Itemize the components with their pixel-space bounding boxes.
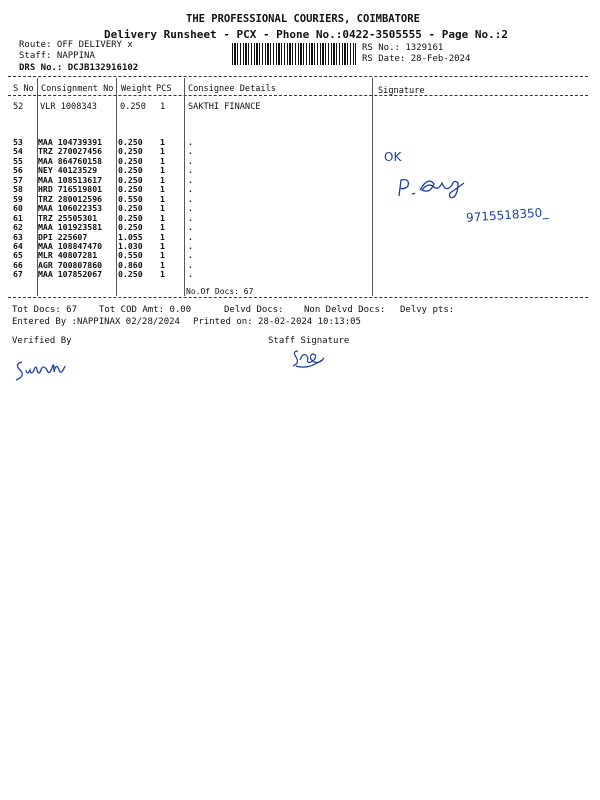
col-header-pcs: PCS <box>156 84 172 94</box>
row-sno: 56 <box>13 165 23 176</box>
row-sno: 61 <box>13 212 23 223</box>
staff-signature <box>290 346 328 370</box>
row-consignment: HRD 716519801 <box>38 184 103 195</box>
row-pcs: 1 <box>160 146 165 157</box>
row-weight: 0.550 <box>118 193 143 204</box>
row-consignee-dot: . <box>188 203 193 214</box>
row-weight: 0.250 <box>118 184 143 195</box>
col-header-weight: Weight <box>121 84 153 94</box>
row-sno: 65 <box>13 250 23 261</box>
verifier-signature <box>14 356 84 382</box>
row-sno: 67 <box>13 269 23 280</box>
row-pcs: 1 <box>160 137 165 147</box>
row-sno: 52 <box>13 102 24 112</box>
row-sno: 64 <box>13 240 23 251</box>
row-consignee-dot: . <box>188 137 193 147</box>
row-pcs: 1 <box>160 250 165 261</box>
row-weight: 0.250 <box>118 269 143 280</box>
row-consignment: MAA 104739391 <box>38 137 103 147</box>
row-consignment: MLR 40807281 <box>38 250 98 261</box>
row-consignment: MAA 108847470 <box>38 240 103 251</box>
handwritten-ok: OK <box>384 150 402 164</box>
col-header-sno: S No <box>13 84 34 94</box>
col-header-consignee: Consignee Details <box>188 84 276 94</box>
row-consignee-dot: . <box>188 222 193 233</box>
row-weight: 0.250 <box>118 146 143 157</box>
row-weight: 0.250 <box>118 203 143 214</box>
col-header-signature: Signature <box>378 86 425 96</box>
tot-docs: Tot Docs: 67 <box>12 305 78 315</box>
no-of-docs: No.Of Docs: 67 <box>186 287 254 296</box>
row-consignee-dot: . <box>188 212 193 223</box>
rs-no: RS No.: 1329161 <box>362 43 444 53</box>
row-pcs: 1 <box>160 240 165 251</box>
row-consignment: TRZ 280012596 <box>38 193 103 204</box>
row-sno: 53 <box>13 137 23 147</box>
row-consignee-dot: . <box>188 259 193 270</box>
drs-no: DRS No.: DCJB132916102 <box>19 63 139 73</box>
row-consignment: DPI 225607 <box>38 231 88 242</box>
row-consignee-dot: . <box>188 174 193 185</box>
divider <box>8 95 588 96</box>
row-weight: 0.550 <box>118 250 143 261</box>
row-pcs: 1 <box>160 269 165 280</box>
row-sno: 58 <box>13 184 23 195</box>
row-consignment: VLR 1008343 <box>40 102 97 112</box>
row-weight: 0.250 <box>120 102 146 112</box>
non-delvd-docs: Non Delvd Docs: <box>304 305 386 315</box>
row-consignment: TRZ 25505301 <box>38 212 98 223</box>
row-sno: 60 <box>13 203 23 214</box>
row-sno: 62 <box>13 222 23 233</box>
row-consignee-dot: . <box>188 269 193 280</box>
tot-cod-amt: Tot COD Amt: 0.00 <box>99 305 192 315</box>
row-weight: 1.030 <box>118 240 143 251</box>
row-pcs: 1 <box>160 259 165 270</box>
row-consignee-dot: . <box>188 165 193 176</box>
row-consignment: TRZ 270027456 <box>38 146 103 157</box>
route: Route: OFF DELIVERY x <box>19 40 133 50</box>
barcode <box>232 43 356 65</box>
row-consignment: MAA 864760158 <box>38 155 103 166</box>
delvd-docs: Delvd Docs: <box>224 305 284 315</box>
row-pcs: 1 <box>160 174 165 185</box>
row-sno: 57 <box>13 174 23 185</box>
row-consignee-dot: . <box>188 231 193 242</box>
row-sno: 66 <box>13 259 23 270</box>
row-weight: 0.250 <box>118 155 143 166</box>
row-sno: 55 <box>13 155 23 166</box>
row-consignee-dot: . <box>188 155 193 166</box>
row-pcs: 1 <box>160 165 165 176</box>
row-consignment: MAA 101923581 <box>38 222 103 233</box>
row-consignment: MAA 107852067 <box>38 269 103 280</box>
row-consignment: NEY 40123529 <box>38 165 98 176</box>
row-sno: 54 <box>13 146 23 157</box>
row-pcs: 1 <box>160 231 165 242</box>
row-consignment: MAA 108513617 <box>38 174 103 185</box>
row-weight: 0.860 <box>118 259 143 270</box>
column-divider <box>184 78 185 296</box>
column-divider <box>116 78 117 296</box>
printed-on: Printed on: 28-02-2024 10:13:05 <box>193 317 361 327</box>
handwritten-phone: 9715518350_ <box>465 205 549 225</box>
row-pcs: 1 <box>160 203 165 214</box>
column-divider <box>372 78 373 296</box>
row-sno: 63 <box>13 231 23 242</box>
row-consignee: SAKTHI FINANCE <box>188 102 261 112</box>
delvy-pts: Delvy pts: <box>400 305 455 315</box>
row-weight: 0.250 <box>118 174 143 185</box>
divider <box>8 76 588 77</box>
staff: Staff: NAPPINA <box>19 51 95 61</box>
col-header-consignment: Consignment No <box>41 84 114 94</box>
row-consignee-dot: . <box>188 240 193 251</box>
row-pcs: 1 <box>160 102 166 112</box>
row-pcs: 1 <box>160 212 165 223</box>
row-consignee-dot: . <box>188 193 193 204</box>
row-consignee-dot: . <box>188 146 193 157</box>
row-consignment: AGR 700807860 <box>38 259 103 270</box>
row-consignment: MAA 106022353 <box>38 203 103 214</box>
verified-by-label: Verified By <box>12 336 72 346</box>
row-pcs: 1 <box>160 184 165 195</box>
row-pcs: 1 <box>160 193 165 204</box>
handwritten-signature <box>396 172 478 202</box>
entered-by: Entered By :NAPPINAX 02/28/2024 <box>12 317 180 327</box>
divider <box>8 297 588 298</box>
row-weight: 0.250 <box>118 137 143 147</box>
row-weight: 0.250 <box>118 222 143 233</box>
company-name: THE PROFESSIONAL COURIERS, COIMBATORE <box>186 13 420 25</box>
row-consignee-dot: . <box>188 250 193 261</box>
rs-date: RS Date: 28-Feb-2024 <box>362 54 471 64</box>
row-pcs: 1 <box>160 222 165 233</box>
row-pcs: 1 <box>160 155 165 166</box>
staff-signature-label: Staff Signature <box>268 336 350 346</box>
row-weight: 0.250 <box>118 212 143 223</box>
row-weight: 0.250 <box>118 165 143 176</box>
runsheet-title: Delivery Runsheet - PCX - Phone No.:0422-3505555 - Page No.:2 <box>104 28 508 41</box>
row-sno: 59 <box>13 193 23 204</box>
row-consignee-dot: . <box>188 184 193 195</box>
row-weight: 1.055 <box>118 231 143 242</box>
